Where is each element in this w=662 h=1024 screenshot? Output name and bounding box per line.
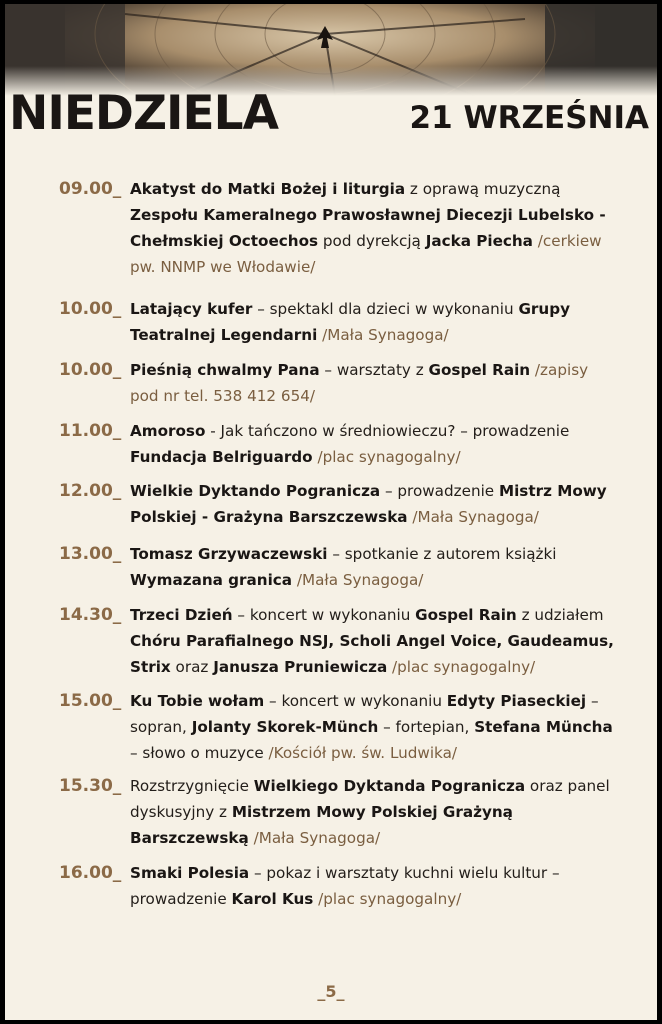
event-text: pod dyrekcją [318, 232, 426, 250]
event-highlight: Wielkie Dyktando Pogranicza [130, 482, 381, 500]
event-text: – spotkanie z autorem książki [327, 545, 557, 563]
event-highlight: Tomasz Grzywaczewski [130, 545, 328, 563]
event-text: – sopran, [130, 692, 599, 736]
event-time: 09.00_ [59, 179, 122, 199]
event-highlight: Trzeci Dzień [130, 606, 233, 624]
event-text: z udziałem [516, 606, 604, 624]
event-text: – fortepian, [378, 718, 475, 736]
event-description [130, 357, 620, 409]
event-highlight: Amoroso [130, 422, 206, 440]
event-highlight: Zespołu Kameralnego Prawosławnej Diecezji Lubelsko -Chełmskiej Octoechos [130, 206, 606, 250]
event-text: oraz panel dyskusyjny z [130, 777, 610, 821]
event-text: – koncert w wykonaniu [232, 606, 416, 624]
event-text: – koncert w wykonaniu [264, 692, 447, 710]
event-highlight: Fundacja Belriguardo [130, 448, 313, 466]
event-text: oraz [170, 658, 214, 676]
event-highlight: Wymazana granica [130, 571, 293, 589]
event-highlight: Akatyst do Matki Bożej i liturgia [130, 180, 406, 198]
event-highlight: Mistrzem Mowy Polskiej Grażyną Barszczewską [130, 803, 513, 847]
event-text: – spektakl dla dzieci w wykonaniu [252, 300, 519, 318]
event-highlight: Grupy Teatralnej Legendarni [130, 300, 570, 344]
date-title: 21 WRZEŚNIA [409, 100, 649, 136]
event-description [130, 418, 620, 470]
day-title: NIEDZIELA [9, 86, 278, 137]
event-highlight: Gospel Rain [415, 606, 517, 624]
event-highlight: Karol Kus [231, 890, 314, 908]
event-highlight: Jolanty Skorek-Münch [191, 718, 379, 736]
event-time: 10.00_ [59, 360, 122, 380]
event-location: /plac synagogalny/ [312, 448, 461, 466]
event-highlight: Pieśnią chwalmy Pana [130, 361, 320, 379]
event-description [130, 541, 620, 593]
event-text: – prowadzenie [380, 482, 499, 500]
event-description [130, 478, 620, 530]
event-description [130, 176, 620, 280]
event-description [130, 773, 620, 851]
event-highlight: Janusza Pruniewicza [213, 658, 388, 676]
event-location: /Mała Synagoga/ [317, 326, 449, 344]
page-number: _5_ [317, 982, 345, 1001]
event-highlight: Edyty Piaseckiej [446, 692, 587, 710]
event-highlight: Mistrz Mowy Polskiej - Grażyna Barszczewska [130, 482, 607, 526]
event-location: /Kościół pw. św. Ludwika/ [268, 744, 458, 762]
event-location: /plac synagogalny/ [387, 658, 536, 676]
event-location: /Mała Synagoga/ [248, 829, 381, 847]
event-highlight: Latający kufer [130, 300, 253, 318]
event-location: /zapisy pod nr tel. 538 412 654/ [130, 361, 589, 405]
header-banner [5, 4, 657, 137]
event-location: /cerkiew pw. NNMP we Włodawie/ [130, 232, 602, 276]
event-text: – warsztaty z [319, 361, 429, 379]
event-text: Rozstrzygnięcie [130, 777, 254, 795]
event-description [130, 860, 620, 912]
event-description [130, 602, 620, 680]
event-highlight: Jacka Piecha [425, 232, 533, 250]
event-time: 10.00_ [59, 299, 122, 319]
program-page [5, 4, 657, 1020]
event-location: /plac synagogalny/ [313, 890, 462, 908]
event-time: 15.00_ [59, 691, 122, 711]
event-description [130, 296, 620, 348]
event-time: 12.00_ [59, 481, 122, 501]
event-text: - Jak tańczono w średniowieczu? – prowadzenie [205, 422, 570, 440]
event-time: 14.30_ [59, 605, 122, 625]
event-location: /Mała Synagoga/ [407, 508, 539, 526]
event-time: 13.00_ [59, 544, 122, 564]
event-highlight: Ku Tobie wołam [130, 692, 265, 710]
event-time: 15.30_ [59, 776, 122, 796]
event-highlight: Gospel Rain [428, 361, 531, 379]
event-text: z oprawą muzyczną [405, 180, 561, 198]
event-highlight: Smaki Polesia [130, 864, 250, 882]
event-text: – słowo o muzyce [130, 744, 269, 762]
event-highlight: Chóru Parafialnego NSJ, Scholi Angel Voice, Gaudeamus, Strix [130, 632, 614, 676]
event-highlight: Stefana Müncha [474, 718, 613, 736]
event-time: 11.00_ [59, 421, 122, 441]
event-text: – pokaz i warsztaty kuchni wielu kultur – prowadzenie [130, 864, 560, 908]
wood-texture-image [5, 4, 657, 96]
event-location: /Mała Synagoga/ [292, 571, 424, 589]
event-time: 16.00_ [59, 863, 122, 883]
event-highlight: Wielkiego Dyktanda Pogranicza [253, 777, 526, 795]
event-description [130, 688, 620, 766]
